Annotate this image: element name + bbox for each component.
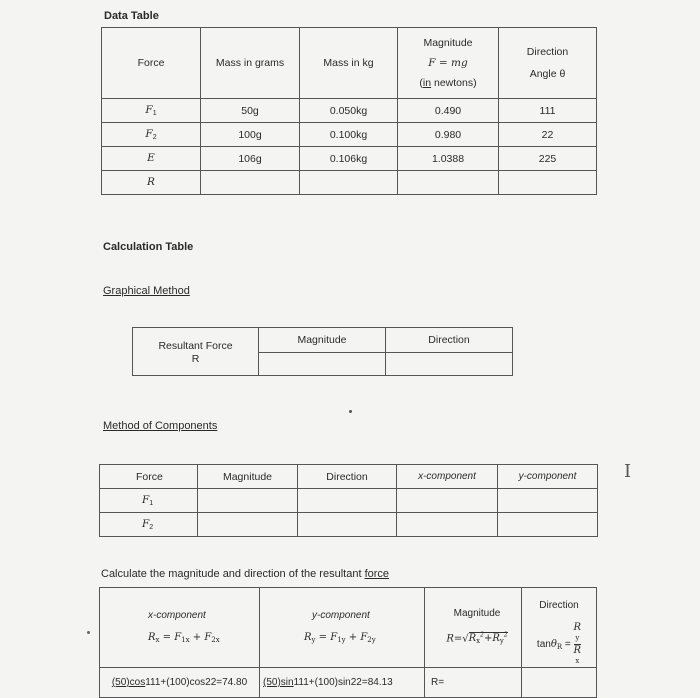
resultant-y-header: y-component — [312, 609, 370, 621]
components-force-header: Force — [100, 465, 198, 489]
force-letter: E — [147, 152, 155, 164]
direction-cell[interactable] — [298, 489, 397, 513]
magnitude-formula: F = mg — [428, 57, 468, 69]
table-row — [100, 489, 598, 513]
table-row — [102, 123, 597, 147]
y-value-rest: 111+(100)sin22=84.13 — [293, 677, 393, 688]
force-letter: R — [147, 176, 155, 188]
force-cell — [100, 489, 198, 513]
header-magnitude — [398, 28, 499, 99]
angle-label: Angle θ — [529, 68, 566, 80]
mass-grams-cell: 106g — [201, 147, 300, 171]
mass-kg-cell: 0.100kg — [300, 123, 398, 147]
resultant-force-cell — [133, 328, 259, 376]
magnitude-cell: 0.980 — [398, 123, 499, 147]
direction-label: Direction — [526, 46, 569, 58]
resultant-direction-header: Direction — [539, 600, 579, 611]
graphical-method-heading: Graphical Method — [103, 285, 190, 297]
magnitude-cell: 1.0388 — [398, 147, 499, 171]
force-cell — [102, 123, 201, 147]
resultant-y-formula: $R_y = F_{1y} + F_{2y}$ — [304, 631, 376, 644]
magnitude-cell: 0.490 — [398, 99, 499, 123]
resultant-x-cell — [100, 588, 260, 668]
components-header-row — [100, 465, 598, 489]
force-subscript: 2 — [152, 134, 157, 141]
force-cell — [100, 513, 198, 537]
y-value-prefix: (50)sin — [263, 677, 294, 688]
resultant-magnitude-cell — [425, 588, 522, 668]
magnitude-unit-newtons: newtons) — [431, 77, 477, 89]
resultant-symbol: R — [191, 353, 200, 365]
resultant-instruction — [101, 568, 389, 580]
header-force: Force — [102, 28, 201, 99]
mass-grams-cell: 100g — [201, 123, 300, 147]
y-component-cell[interactable] — [498, 489, 598, 513]
mass-grams-cell — [201, 171, 300, 195]
stray-mark — [87, 631, 90, 634]
graphical-direction-header: Direction — [386, 328, 513, 353]
components-y-header: y-component — [498, 465, 598, 489]
resultant-y-cell — [260, 588, 425, 668]
y-component-cell[interactable] — [498, 513, 598, 537]
force-letter: F — [142, 518, 150, 530]
method-of-components-heading: Method of Components — [103, 420, 218, 432]
mass-kg-cell: 0.050kg — [300, 99, 398, 123]
text-cursor-icon: I — [624, 461, 632, 482]
magnitude-cell[interactable] — [198, 489, 298, 513]
graphical-magnitude-header: Magnitude — [259, 328, 386, 353]
mass-grams-cell: 50g — [201, 99, 300, 123]
resultant-header-row — [100, 588, 597, 668]
force-letter: F — [142, 494, 150, 506]
data-table-header-row — [102, 28, 597, 99]
angle-cell: 111 — [499, 99, 597, 123]
graphical-method-table — [132, 327, 513, 376]
x-component-cell[interactable] — [397, 489, 498, 513]
components-magnitude-header: Magnitude — [198, 465, 298, 489]
x-value-prefix: (50)cos — [111, 677, 146, 688]
instruction-text: Calculate the magnitude and direction of the resultant — [101, 568, 365, 580]
force-cell — [102, 147, 201, 171]
header-mass-grams: Mass in grams — [201, 28, 300, 99]
force-subscript: 1 — [152, 110, 157, 117]
components-table — [99, 464, 598, 537]
table-row — [100, 513, 598, 537]
resultant-table — [99, 587, 597, 698]
graphical-direction-value[interactable] — [386, 353, 513, 376]
angle-cell: 225 — [499, 147, 597, 171]
resultant-x-header: x-component — [148, 609, 206, 621]
force-subscript: 1 — [149, 500, 154, 507]
resultant-x-formula: $R_x = F_{1x} + F_{2x}$ — [148, 631, 220, 644]
resultant-direction-value[interactable] — [522, 668, 597, 698]
x-component-cell[interactable] — [397, 513, 498, 537]
resultant-direction-formula: tanθ$_R$ = R y R x — [536, 622, 582, 665]
x-value-rest: 111+(100)cos22=74.80 — [145, 677, 248, 688]
magnitude-cell[interactable] — [198, 513, 298, 537]
components-x-header: x-component — [397, 465, 498, 489]
force-subscript: 2 — [149, 524, 154, 531]
stray-dot — [349, 410, 352, 413]
header-direction — [499, 28, 597, 99]
table-row — [102, 147, 597, 171]
graphical-magnitude-value[interactable] — [259, 353, 386, 376]
mass-kg-cell — [300, 171, 398, 195]
resultant-magnitude-header: Magnitude — [453, 607, 501, 619]
data-table-heading: Data Table — [104, 10, 159, 22]
resultant-value-row — [100, 668, 597, 698]
magnitude-unit: (in newtons) — [419, 77, 477, 89]
force-cell — [102, 171, 201, 195]
calculation-table-heading: Calculation Table — [103, 241, 194, 253]
instruction-underlined: force — [364, 568, 390, 580]
resultant-x-value[interactable] — [100, 668, 260, 698]
data-table — [101, 27, 597, 195]
header-mass-kg: Mass in kg — [300, 28, 398, 99]
magnitude-cell — [398, 171, 499, 195]
resultant-magnitude-value[interactable]: R= — [425, 668, 522, 698]
force-letter: F — [145, 104, 153, 116]
table-row — [102, 171, 597, 195]
direction-cell[interactable] — [298, 513, 397, 537]
components-direction-header: Direction — [298, 465, 397, 489]
angle-cell: 22 — [499, 123, 597, 147]
resultant-force-label: Resultant Force — [158, 340, 233, 352]
force-cell — [102, 99, 201, 123]
angle-cell — [499, 171, 597, 195]
mass-kg-cell: 0.106kg — [300, 147, 398, 171]
resultant-magnitude-formula: $R=√R_x^2+R_y^2$ — [446, 631, 508, 646]
graphical-header-row — [133, 328, 513, 353]
force-letter: F — [145, 128, 153, 140]
resultant-direction-cell — [522, 588, 597, 668]
magnitude-label: Magnitude — [423, 37, 473, 49]
table-row — [102, 99, 597, 123]
resultant-y-value[interactable] — [260, 668, 425, 698]
magnitude-unit-in: in — [422, 77, 432, 89]
